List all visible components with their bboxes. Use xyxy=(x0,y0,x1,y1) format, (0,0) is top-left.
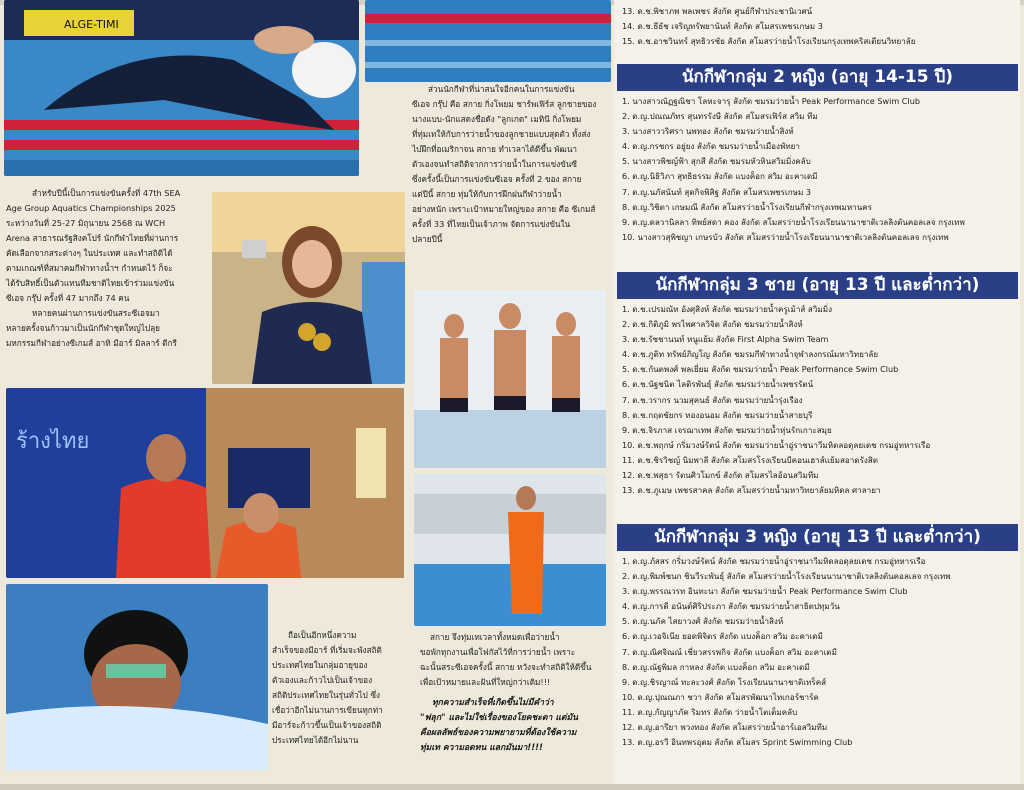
text-line: อย่างหนัก เพราะเป้าหมายใหญ่ของ สกาย คือ ซีเกมส์ xyxy=(412,204,596,214)
group3-girls-list xyxy=(622,554,1018,750)
text-line: ไปฝึกที่อเมริกาจน สกาย ทำเวลาได้ดีขึ้น พัฒนา xyxy=(412,144,578,154)
roster-entry: 15. ด.ช.อาชวินทร์ สุทธิวรชัย สังกัด สโมสรว่ายน้ำโรงเรียนกรุงเทพคริสเตียนวิทยาลัย xyxy=(622,36,916,47)
photo-swimmer-start xyxy=(4,0,359,176)
text-line: มีอาร์จะก้าวขึ้นเป็นเจ้าของสถิติ xyxy=(272,720,382,730)
roster-entry: 7. ด.ญ.นภัสนันท์ สุดกิจพิสิฐ สังกัด สโมสรเพชรเกษม 3 xyxy=(622,186,812,197)
text-line: แต่ปีนี้ สกาย ทุ่มให้กับการฝึกฝนกีฬาว่ายน้ำ xyxy=(412,189,562,199)
roster-entry: 14. ด.ช.ธีธัช เจริญทรัพยานันท์ สังกัด สโมสรเพชรเกษม 3 xyxy=(622,21,823,32)
photo-butterfly-swimmer xyxy=(6,584,268,770)
text-line: ซีเอจ กรุ๊ป คือ สกาย กิ่งโพยม ชาร์พเฟิร์ส ลูกชายของ xyxy=(412,99,597,109)
text-line: เชื่อว่าอีกไม่นานการเขียนทุกท่า xyxy=(272,705,383,715)
roster-entry: 12. ด.ญ.อารียา พวงทอง สังกัด สโมสรว่ายน้ำอาร์เอสวิมทีม xyxy=(622,722,828,733)
roster-entry: 10. นางสาวสุพิชญา เกษรบัว สังกัด สโมสรว่ายน้ำโรงเรียนนานาชาติเวลลิงตันคอลเลจ กรุงเทพ xyxy=(622,231,949,242)
quote-line: ทุกความสำเร็จที่เกิดขึ้นไม่มีคำว่า xyxy=(432,698,554,708)
text-line: ถือเป็นอีกหนึ่งความ xyxy=(288,630,357,640)
text-line: ซีเอจ กรุ๊ป ครั้งที่ 47 มากถึง 74 คน xyxy=(6,293,130,303)
text-line: Arena สาธารณรัฐสิงคโปร์ นักกีฬาไทยที่ผ่านการ xyxy=(6,233,179,243)
group3-girls-header: นักกีฬากลุ่ม 3 หญิง (อายุ 13 ปี และต่ำกว่า) xyxy=(617,524,1018,551)
group2-girls-header: นักกีฬากลุ่ม 2 หญิง (อายุ 14-15 ปี) xyxy=(617,64,1018,91)
text-line: ส่วนนักกีฬาที่น่าสนใจอีกคนในการแข่งขัน xyxy=(428,84,575,94)
stage-backdrop-text: ร้างไทย xyxy=(16,429,90,454)
roster-entry: 8. ด.ญ.วิชิตา เกษมณี สังกัด สโมสรว่ายน้ำโรงเรียนกีฬากรุงเทพมหานคร xyxy=(622,201,873,212)
text-line: มหกรรมกีฬาอย่างซีเกมส์ อาทิ มีอาร์ มิลลาร์ ตีกรี xyxy=(6,338,177,348)
roster-entry: 13. ด.ญ.อรวี อินทพรอุดม สังกัด สโมสร Sprint Swimming Club xyxy=(622,737,853,748)
text-line: ประเทศไทยได้อีกไม่นาน xyxy=(272,735,359,745)
roster-entry: 9. ด.ช.จิรภาส เจรฌาเทพ สังกัด ชมรมว่ายน้ำหุ่นรักเกาะสมุย xyxy=(622,424,832,435)
text-line: สำหรับปีนี้เป็นการแข่งขันครั้งที่ 47th SEA xyxy=(32,188,181,198)
roster-entry: 4. ด.ญ.การดี อนันต์ศิริประภา สังกัด ชมรมว่ายน้ำสาธิตปทุมวัน xyxy=(622,601,840,612)
roster-entry: 9. ด.ญ.ชิรญาณ์ ทะละวงศ์ สังกัด โรงเรียนนานาชาติเทร็คส์ xyxy=(622,676,827,687)
text-line: ซึ่งครั้งนี้เป็นการแข่งขันซีเอจ ครั้งที่ 2 ของ สกาย xyxy=(412,174,582,184)
roster-prev-group-tail xyxy=(622,4,1018,49)
roster-entry: 5. นางสาวพิชญ์ฟ้า สุกสี สังกัด ชมรมหัวหินสวิมมิ่งคลับ xyxy=(622,156,811,167)
text-line: ตัวเองจนทำสถิติจากการว่ายน้ำในการแข่งขันซี xyxy=(412,159,577,169)
roster-entry: 12. ด.ช.พสุธา รัตนศิวโมกข์ สังกัด สโมสรไลอ้อนสวิมทีม xyxy=(622,470,819,481)
roster-entry: 2. ด.ญ.พิมพ์ชนก ชินวีระพันธุ์ สังกัด สโมสรว่ายน้ำโรงเรียนนานาชาติเวลลิงตันคอลเลจ กรุงเทพ xyxy=(622,571,951,582)
group3-boys-header: นักกีฬากลุ่ม 3 ชาย (อายุ 13 ปี และต่ำกว่า) xyxy=(617,272,1018,299)
text-line: ระหว่างวันที่ 25-27 มิถุนายน 2568 ณ WCH xyxy=(6,218,166,228)
quote-line: คือผลลัพธ์ของความพยายามที่ต้องใช้ความ xyxy=(420,728,577,738)
roster-entry: 1. นางสาวณัฏฐณิชา โลหะจารุ สังกัด ชมรมว่ายน้ำ Peak Performance Swim Club xyxy=(622,96,920,106)
text-line: นางแบบ-นักแสดงชื่อดัง "ลูกเกด" เมทินี กิ่งโพยม xyxy=(412,114,582,124)
text-line: ตัวเองและก้าวไปเป็นเจ้าของ xyxy=(272,675,373,685)
roster-entry: 13. ด.ช.ภูเมษ เพชรสาคล สังกัด สโมสรว่ายน้ำมหาวิทยาลัยมหิดล ศาลายา xyxy=(622,485,881,496)
roster-entry: 10. ด.ช.พฤกษ์ กริ่มวงษ์รัตน์ สังกัด ชมรมว่ายน้ำอู่ราชนาวีมหิดลอดุลยเดช กรมอู่ทหารเรือ xyxy=(622,439,931,450)
roster-entry: 7. ด.ช.วรากร นวมสุคนธ์ สังกัด ชมรมว่ายน้ำรุ่งเรือง xyxy=(622,394,803,405)
roster-entry: 7. ด.ญ.ณิศจิณณ์ เชี่ยวสรรพกิจ สังกัด แบงค็อก สวิม อะคาเดมี xyxy=(622,646,837,657)
roster-entry: 6. ด.ช.นัฐชนิต ไลติรพันธุ์ สังกัด ชมรมว่ายน้ำเพชรรัตน์ xyxy=(622,379,814,390)
text-line: ประเทศไทยในกลุ่มอายุของ xyxy=(272,660,368,670)
roster-entry: 5. ด.ช.กันตพงศ์ พลเยี่ยม สังกัด ชมรมว่ายน้ำ Peak Performance Swim Club xyxy=(622,364,899,375)
article-para-middle-bottom xyxy=(420,630,612,690)
photo-pool-lanes xyxy=(365,0,611,82)
roster-entry: 8. ด.ญ.ณัฐพิมล กาหลง สังกัด แบงค็อก สวิม อะคาเดมี xyxy=(622,661,810,672)
article-para-left-bottom xyxy=(272,628,412,748)
photo-three-swimmers xyxy=(414,290,606,468)
roster-entry: 3. ด.ช.รัชชานนท์ หนูแย้ม สังกัด First Alpha Swim Team xyxy=(622,334,829,345)
quote-line: ทุ่มเท ความอดทน แลกมันมา!!!! xyxy=(420,743,543,753)
closing-quote xyxy=(420,696,612,756)
photo-orange-swimsuit xyxy=(414,474,606,626)
text-line: สำเร็จของมีอาร์ ที่เริ่มจะพังสถิติ xyxy=(272,645,382,655)
text-line: ฉะนั้นสระซีเอจครั้งนี้ สกาย หวังจะทำสถิติให้ดีขึ้น xyxy=(420,662,592,672)
roster-entry: 8. ด.ช.กฤตชัยกร ทองอนอม สังกัด ชมรมว่ายน้ำสายบุรี xyxy=(622,409,813,420)
text-line: สกาย จึงทุ่มเทเวลาทั้งหมดเพื่อว่ายน้ำ xyxy=(430,632,560,642)
roster-entry: 6. ด.ญ.นิธิวิภา สุทธิธรรม สังกัด แบงค็อก สวิม อะคาเดมี xyxy=(622,171,818,182)
page-bottom-edge xyxy=(0,784,1024,790)
roster-entry: 11. ด.ช.ชิรวิชญ์ นิมพาลี สังกัด สโมสรโรงเรียนบีคอนเฮาส์แย้มสอาดรังสิต xyxy=(622,454,879,465)
quote-line: "ฟลุก" และไม่ใช่เรื่องของโยคชะตา แต่มัน xyxy=(420,713,578,723)
roster-entry: 3. ด.ญ.พรรณวรท อินทะนา สังกัด ชมรมว่ายน้ำ Peak Performance Swim Club xyxy=(622,586,908,597)
roster-entry: 11. ด.ญ.กัญญาภัค ริมทร สังกัด ว่ายน้ำโตเต็มคลับ xyxy=(622,706,798,717)
text-line: ครั้งที่ 33 ที่ไทยเป็นเจ้าภาพ จัดการแข่งขันใน xyxy=(412,219,571,229)
article-para-left-1 xyxy=(6,186,206,351)
roster-entry: 2. ด.ช.กิติภูมิ พรไพศาลวิจิต สังกัด ชมรมว่ายน้ำสิงห์ xyxy=(622,319,803,330)
roster-entry: 4. ด.ช.ภูติท ทรัพย์ภิญโญ สังกัด ชมรมกีฬาทางน้ำจุฬาลงกรณ์มหาวิทยาลัย xyxy=(622,349,879,360)
text-line: ปลายปีนี้ xyxy=(412,234,443,244)
roster-entry: 13. ด.ช.พิชาภพ พลเพชร สังกัด ศูนย์กีฬาประชานิเวศน์ xyxy=(622,6,813,16)
roster-entry: 4. ด.ญ.กรชกร อยู่ยง สังกัด ชมรมว่ายน้ำเมืองพัทยา xyxy=(622,141,800,152)
photo-stage-interview xyxy=(6,388,404,578)
text-line: หลายครั้งจนก้าวมาเป็นนักกีฬาชุดใหญ่ไปลุย xyxy=(6,323,160,333)
group2-girls-list xyxy=(622,94,1018,245)
text-line: ตามเกณฑ์ที่สมาคมกีฬาทางน้ำฯ กำหนดไว้ ก็จะ xyxy=(6,263,173,273)
roster-entry: 1. ด.ช.เปรมณัท อังศุสิงห์ สังกัด ชมรมว่ายน้ำครูเม้าส์ สวิมมิ่ง xyxy=(622,304,833,314)
text-line: Age Group Aquatics Championships 2025 xyxy=(6,203,176,213)
group3-boys-list xyxy=(622,302,1018,498)
article-para-middle xyxy=(412,82,612,247)
roster-entry: 5. ด.ญ.นภัค ไสยาวงศ์ สังกัด ชมรมว่ายน้ำสิงห์ xyxy=(622,616,784,627)
roster-entry: 10. ด.ญ.ปุณณภา ชวา สังกัด สโมสรพัฒนาไทเกอร์ชาร์ค xyxy=(622,691,819,702)
text-line: ได้รับสิทธิ์เป็นตัวแทนทีมชาติไทยเข้าร่วมแข่งขัน xyxy=(6,278,175,288)
roster-entry: 2. ด.ญ.ปณณภัทร สุนทรรังษี สังกัด สโมสรเฟิร์ส สวิม ทีม xyxy=(622,111,818,122)
text-line: ขอพักทุกงานเพื่อโฟกัสไว้ที่การว่ายน้ำ เพราะ xyxy=(420,647,576,657)
svg-text:ALGE-TIMI: ALGE-TIMI xyxy=(64,18,119,31)
text-line: เพื่อเป้าหมายและฝันที่ใหญ่กว่าเดิม!!! xyxy=(420,677,551,687)
text-line: หลายคนผ่านการแข่งขันสระซีเอจมา xyxy=(32,308,160,318)
roster-entry: 9. ด.ญ.ดลวานิลลา ทิพย์สดา คอง สังกัด สโมสรว่ายน้ำโรงเรียนนานาชาติเวลลิงตันคอลเลจ กรุงเทพ xyxy=(622,216,965,227)
roster-entry: 3. นางสาววริศรา นพทอง สังกัด ชมรมว่ายน้ำสิงห์ xyxy=(622,126,794,137)
photo-girl-medals xyxy=(212,192,405,384)
text-line: สถิติประเทศไทยในรุ่นทั่วไป ซึ่ง xyxy=(272,690,381,700)
text-line: ที่ทุ่มเทให้กับการว่ายน้ำของลูกชายแบบสุดตัว ทั้งส่ง xyxy=(412,129,591,139)
text-line: คัดเลือกจากสระต่างๆ ในประเทศ และทำสถิติได้ xyxy=(6,248,173,258)
roster-entry: 6. ด.ญ.เวอจิเนีย ยอดพิจิตร สังกัด แบงค็อก สวิม อะคาเดมี xyxy=(622,631,823,642)
roster-entry: 1. ด.ญ.ภัสสร กริ่มวงษ์รัตน์ สังกัด ชมรมว่ายน้ำอู่ราชนาวีมหิดลอดุลยเดช กรมอู่ทหารเรือ xyxy=(622,556,926,566)
